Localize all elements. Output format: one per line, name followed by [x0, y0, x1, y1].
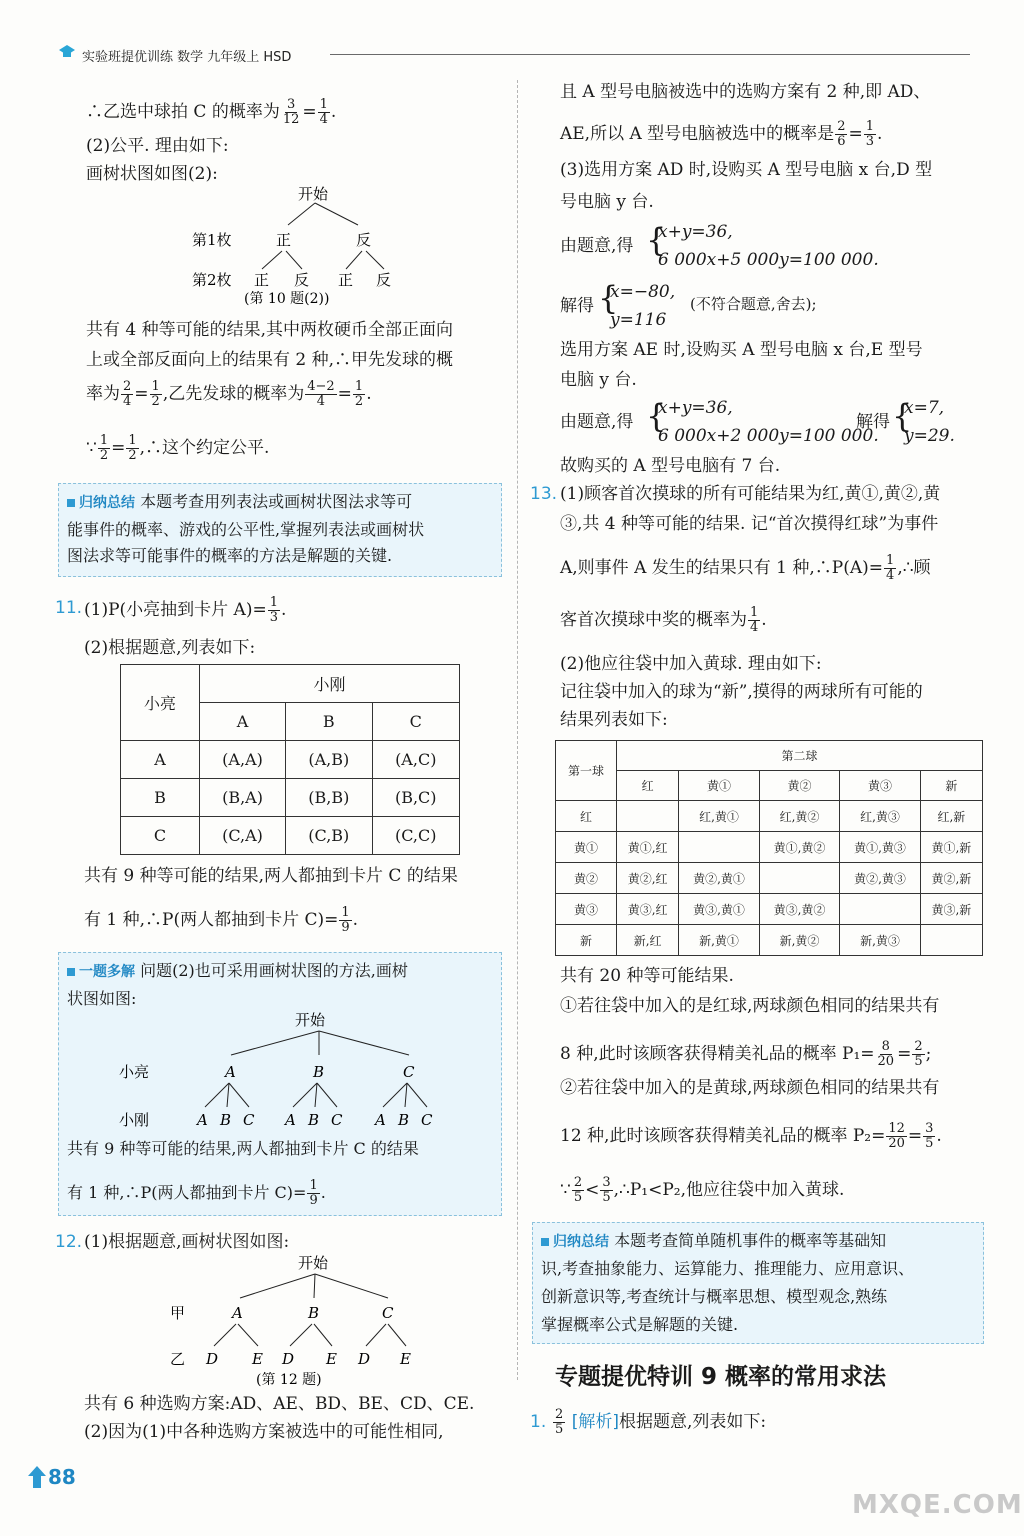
row-header: 新	[556, 925, 617, 956]
cell: 黄②,黄①	[679, 863, 760, 894]
tag-square-icon	[541, 1238, 549, 1246]
q13-line-3	[560, 554, 931, 583]
row-header: A	[121, 741, 200, 779]
cell: 红,新	[920, 801, 982, 832]
cell: 黄②,红	[617, 863, 679, 894]
q13-line-7: 结果列表如下:	[560, 710, 668, 730]
question-number: 1.	[530, 1412, 547, 1432]
fraction: $\frac{1}{2}$	[99, 433, 109, 463]
cell: (B,A)	[200, 779, 286, 817]
solution-label: 解得	[560, 296, 594, 316]
cell: 黄②,新	[920, 863, 982, 894]
tree-node: B	[313, 1063, 325, 1081]
text: ,∴顾	[897, 558, 931, 578]
cell	[679, 832, 760, 863]
fraction: $\frac{1}{3}$	[269, 595, 278, 625]
text: ,∴这个约定公平.	[139, 438, 270, 458]
s1-line	[552, 1408, 766, 1437]
text: 根据题意,列表如下:	[618, 1412, 767, 1432]
r-line-4: 号电脑 y 台.	[560, 192, 654, 212]
text: ,乙先发球的概率为	[162, 384, 305, 404]
tree-level-1-label: 甲	[170, 1304, 186, 1322]
tree-level-2-label: 小刚	[119, 1111, 150, 1129]
text: 由题意,得	[560, 412, 634, 432]
row-header: 黄②	[556, 863, 617, 894]
table-col-header: A	[200, 703, 286, 741]
tree-leaf: E	[252, 1350, 263, 1368]
fraction: $\frac{1}{3}$	[865, 119, 874, 149]
tree-leaf: 正	[254, 271, 270, 289]
cell: 红,黄②	[759, 801, 840, 832]
para-p4: ∵ $\frac{1}{2}$ = $\frac{1}{2}$ ,∴这个约定公平.	[86, 433, 270, 463]
tree-leaf: A	[197, 1111, 208, 1129]
equation-line: 6 000x+5 000y=100 000.	[658, 250, 879, 270]
r-line-8: 电脑 y 台.	[560, 370, 637, 390]
r-line-2: AE,所以 A 型号电脑被选中的概率是 $\frac{2}{6}$ = $\frac{1}{3}$ .	[560, 119, 883, 149]
cell: 黄③,黄①	[679, 894, 760, 925]
box-line: 能事件的概率、游戏的公平性,掌握列表法或画树状	[67, 520, 425, 539]
para-p3: 率为 $\frac{2}{4}$ = $\frac{1}{2}$ ,乙先发球的概率为 $\frac{4-2}{4}$ = $\frac{1}{2}$ .	[86, 379, 372, 409]
cell: 黄①,红	[617, 832, 679, 863]
box-tag: 一题多解	[79, 964, 135, 980]
text: 本题考查用列表法或画树状图法求等可	[140, 492, 413, 511]
equation-line: x+y=36,	[658, 222, 733, 242]
tree-node: C	[403, 1063, 415, 1081]
table-col-header: 黄②	[759, 771, 840, 801]
cell	[840, 894, 921, 925]
row-header: B	[121, 779, 200, 817]
fraction: $\frac{1}{4}$	[750, 605, 759, 635]
q13-line-9: ①若往袋中加入的是红球,两球颜色相同的结果共有	[560, 996, 940, 1016]
fraction: $\frac{2}{5}$	[914, 1039, 923, 1069]
cell: (C,C)	[372, 817, 459, 855]
q13-line-6: 记往袋中加入的球为“新”,摸得的两球所有可能的	[560, 682, 923, 702]
box-tag: 归纳总结	[553, 1234, 609, 1250]
tree-root: 开始	[295, 1011, 326, 1029]
tree-leaf: A	[375, 1111, 386, 1129]
text: 有 1 种,∴P(两人都抽到卡片 C)=	[84, 910, 339, 930]
r-line-7: 选用方案 AE 时,设购买 A 型号电脑 x 台,E 型号	[560, 340, 923, 360]
text: 12 种,此时该顾客获得精美礼品的概率 P₂=	[560, 1126, 886, 1146]
box-tag: 归纳总结	[79, 495, 135, 511]
tree-leaf: D	[358, 1350, 371, 1368]
q11-line-1: (1)P(小亮抽到卡片 A)= $\frac{1}{3}$ .	[84, 595, 287, 625]
tree-level-2-label: 第2枚	[192, 271, 232, 289]
cell: 新,黄③	[840, 925, 921, 956]
text: 问题(2)也可采用画树状图的方法,画树	[140, 961, 408, 980]
table-col-header: C	[372, 703, 459, 741]
table-col-header: 红	[617, 771, 679, 801]
q11-line-4: 有 1 种,∴P(两人都抽到卡片 C)= $\frac{1}{9}$ .	[84, 905, 359, 935]
box-line	[67, 492, 412, 513]
table-13	[555, 740, 983, 956]
fraction: $\frac{1}{2}$	[354, 379, 364, 409]
cell: 红,黄③	[840, 801, 921, 832]
row-header: C	[121, 817, 200, 855]
para-p1: 共有 4 种等可能的结果,其中两枚硬币全部正面向	[86, 320, 454, 340]
line-l3: 画树状图如图(2):	[86, 164, 218, 184]
fraction: $\frac{1}{9}$	[341, 905, 350, 935]
page-number: 88	[48, 1465, 76, 1489]
table-row	[556, 863, 983, 894]
cell: (B,B)	[286, 779, 372, 817]
text: A,则事件 A 发生的结果只有 1 种,∴P(A)=	[560, 558, 884, 578]
box-line: 图法求等可能事件的概率的方法是解题的关键.	[67, 546, 393, 565]
tree-leaf: B	[398, 1111, 410, 1129]
fraction: $\frac{2}{5}$	[555, 1407, 564, 1437]
r-line-10: 故购买的 A 型号电脑有 7 台.	[560, 456, 781, 476]
equation-line: x=−80,	[610, 282, 676, 302]
fraction: $\frac{2}{6}$	[837, 119, 846, 149]
table-col-header: 黄③	[840, 771, 921, 801]
text: ∴乙选中球拍 C 的概率为	[86, 102, 280, 122]
fraction: $\frac{1}{4}$	[886, 553, 895, 583]
r-line-3: (3)选用方案 AD 时,设购买 A 型号电脑 x 台,D 型	[560, 160, 933, 180]
fraction: $\frac{3}{5}$	[925, 1121, 934, 1151]
cell: (C,B)	[286, 817, 372, 855]
tree-caption: (第 12 题)	[256, 1372, 322, 1388]
brace: {	[892, 397, 913, 435]
fraction: $\frac{3}{12}$	[282, 97, 300, 127]
fraction: $\frac{1}{9}$	[309, 1178, 318, 1208]
cell: 新,黄②	[759, 925, 840, 956]
question-number: 12.	[55, 1232, 83, 1252]
equation-line: 6 000x+2 000y=100 000.	[658, 426, 879, 446]
cell: 黄①,新	[920, 832, 982, 863]
fraction: $\frac{12}{20}$	[888, 1121, 905, 1151]
equation-system-3	[560, 412, 633, 432]
tree-level-1-label: 小亮	[119, 1063, 150, 1081]
q13-line-12: 12 种,此时该顾客获得精美礼品的概率 P₂= $\frac{12}{20}$ = $\frac{3}{5}$ .	[560, 1121, 942, 1151]
cell: 黄①,黄③	[840, 832, 921, 863]
tree-root: 开始	[298, 185, 329, 203]
table-col-header: B	[286, 703, 372, 741]
text: (1)P(小亮抽到卡片 A)=	[84, 600, 267, 620]
watermark: MXQE.COM	[852, 1490, 1023, 1520]
tree-node: B	[308, 1304, 320, 1322]
row-header: 红	[556, 801, 617, 832]
text: 客首次摸球中奖的概率为	[560, 610, 747, 630]
tag-square-icon	[67, 499, 75, 507]
tree-leaf: 正	[338, 271, 354, 289]
text: 由题意,得	[560, 236, 634, 256]
header-rule	[330, 54, 970, 55]
section-title: 专题提优特训 9 概率的常用求法	[555, 1364, 887, 1390]
table-col-header: 新	[920, 771, 982, 801]
cell	[920, 925, 982, 956]
summary-box-1	[58, 483, 502, 577]
cell	[759, 863, 840, 894]
tree-node: 正	[276, 231, 292, 249]
text: ∴P₁<P₂,他应往袋中加入黄球.	[619, 1180, 845, 1200]
tree-node: 反	[356, 231, 372, 249]
r-line-1: 且 A 型号电脑被选中的选购方案有 2 种,即 AD、	[560, 82, 931, 102]
box-line: 状图如图:	[67, 989, 137, 1008]
equation-system-1	[560, 236, 633, 256]
tree-leaf: 反	[376, 271, 392, 289]
fraction: $\frac{3}{5}$	[602, 1175, 611, 1205]
table-row	[556, 832, 983, 863]
solution-label: 解得	[856, 412, 890, 432]
tree-leaf: C	[421, 1111, 433, 1129]
tree-leaf: E	[400, 1350, 411, 1368]
note: (不符合题意,舍去);	[690, 295, 817, 313]
tag-square-icon	[67, 968, 75, 976]
cell: 黄③,新	[920, 894, 982, 925]
text: 本题考查简单随机事件的概率等基础知	[614, 1231, 887, 1250]
tree-leaf: C	[243, 1111, 255, 1129]
analysis-tag: [解析]	[571, 1412, 619, 1432]
tree-caption: (第 10 题(2))	[244, 291, 330, 307]
tree-diagram-12	[160, 1252, 440, 1390]
fraction: $\frac{2}{5}$	[573, 1175, 583, 1205]
fraction: $\frac{8}{20}$	[877, 1039, 895, 1069]
row-header: 黄③	[556, 894, 617, 925]
brace: {	[646, 397, 667, 435]
tree-leaf: E	[326, 1350, 337, 1368]
q12-line-3: (2)因为(1)中各种选购方案被选中的可能性相同,	[84, 1422, 444, 1442]
table-col-header: 黄①	[679, 771, 760, 801]
box-line	[541, 1231, 886, 1252]
cell: (A,B)	[286, 741, 372, 779]
q12-line-2: 共有 6 种选购方案:AD、AE、BD、BE、CD、CE.	[84, 1394, 475, 1414]
tree-node: A	[232, 1304, 243, 1322]
cell: 黄①,黄②	[759, 832, 840, 863]
alt-solution-box	[58, 952, 502, 1216]
q13-line-1: (1)顾客首次摸球的所有可能结果为红,黄①,黄②,黄	[560, 484, 941, 504]
tree-diagram-10	[190, 185, 420, 315]
tree-leaf: D	[206, 1350, 219, 1368]
table-corner: 第一球	[556, 741, 617, 801]
equation-line: x=7,	[904, 398, 945, 418]
question-number: 11.	[55, 598, 83, 618]
q13-line-5: (2)他应往袋中加入黄球. 理由如下:	[560, 654, 822, 674]
para-p2: 上或全部反面向上的结果有 2 种,∴甲先发球的概	[86, 350, 454, 370]
table-row	[121, 779, 460, 817]
table-row	[556, 801, 983, 832]
q13-line-10: 8 种,此时该顾客获得精美礼品的概率 P₁= $\frac{8}{20}$ = $\frac{2}{5}$ ;	[560, 1039, 932, 1069]
table-row	[121, 741, 460, 779]
cell: (C,A)	[200, 817, 286, 855]
box-line: 创新意识等,考查统计与概率思想、模型观念,熟练	[541, 1287, 888, 1306]
cell: (A,C)	[372, 741, 459, 779]
box-line: 掌握概率公式是解题的关键.	[541, 1315, 739, 1334]
q13-line-11: ②若往袋中加入的是黄球,两球颜色相同的结果共有	[560, 1078, 940, 1098]
fraction: $\frac{1}{2}$	[128, 433, 137, 463]
tree-root: 开始	[298, 1254, 329, 1272]
text: 率为	[86, 384, 120, 404]
tree-node: C	[382, 1304, 394, 1322]
tree-diagram-11	[59, 1007, 499, 1135]
header-title: 实验班提优训练 数学 九年级上 HSD	[82, 50, 292, 65]
cell: 黄③,红	[617, 894, 679, 925]
table-row	[121, 817, 460, 855]
tree-leaf: C	[331, 1111, 343, 1129]
cell: 黄②,黄③	[840, 863, 921, 894]
tree-leaf: A	[285, 1111, 296, 1129]
equation-line: y=116	[610, 310, 667, 330]
cell: 黄③,黄②	[759, 894, 840, 925]
table-row	[556, 894, 983, 925]
text: 8 种,此时该顾客获得精美礼品的概率 P₁=	[560, 1044, 875, 1064]
table-top-header: 小刚	[200, 665, 460, 703]
summary-box-2	[532, 1222, 984, 1344]
table-11	[120, 664, 460, 855]
tree-leaf: B	[308, 1111, 320, 1129]
q13-line-4: 客首次摸球中奖的概率为 $\frac{1}{4}$ .	[560, 605, 767, 635]
table-corner: 小亮	[121, 665, 200, 741]
cell	[617, 801, 679, 832]
row-header: 黄①	[556, 832, 617, 863]
box-line	[67, 961, 408, 982]
fraction: $\frac{1}{4}$	[319, 97, 328, 127]
fraction: $\frac{4-2}{4}$	[307, 379, 335, 409]
box-line: 有 1 种,∴P(两人都抽到卡片 C)= $\frac{1}{9}$ .	[67, 1178, 326, 1208]
fraction: $\frac{2}{4}$	[123, 379, 132, 409]
line-l2: (2)公平. 理由如下:	[86, 136, 229, 156]
tree-leaf: D	[282, 1350, 295, 1368]
cell: (A,A)	[200, 741, 286, 779]
brace: {	[598, 279, 619, 317]
line-l1: ∴乙选中球拍 C 的概率为 $\frac{3}{12}$ = $\frac{1}{4}$ .	[86, 97, 337, 127]
table-top-header: 第二球	[617, 741, 983, 771]
q13-line-2: ③,共 4 种等可能的结果. 记“首次摸得红球”为事件	[560, 514, 939, 534]
column-divider	[517, 80, 518, 1380]
tree-node: A	[225, 1063, 236, 1081]
table-row	[556, 925, 983, 956]
box-line: 识,考查抽象能力、运算能力、推理能力、应用意识、	[541, 1259, 915, 1278]
fraction: $\frac{1}{2}$	[151, 379, 160, 409]
equation-line: x+y=36,	[658, 398, 733, 418]
equation-line: y=29.	[904, 426, 955, 446]
cell: 新,黄①	[679, 925, 760, 956]
cell: (B,C)	[372, 779, 459, 817]
text: AE,所以 A 型号电脑被选中的概率是	[560, 124, 835, 144]
cell: 红,黄①	[679, 801, 760, 832]
cell: 新,红	[617, 925, 679, 956]
q11-line-2: (2)根据题意,列表如下:	[84, 638, 256, 658]
q11-line-3: 共有 9 种等可能的结果,两人都抽到卡片 C 的结果	[84, 866, 458, 886]
brace: {	[646, 221, 667, 259]
q12-line-1: (1)根据题意,画树状图如图:	[84, 1232, 290, 1252]
header-logo-icon	[58, 44, 76, 60]
q13-line-13: ∵ $\frac{2}{5}$ < $\frac{3}{5}$ ,∴P₁<P₂,他应往袋中加入黄球.	[560, 1175, 845, 1205]
tree-level-1-label: 第1枚	[192, 231, 232, 249]
tree-leaf: 反	[294, 271, 310, 289]
tree-leaf: B	[220, 1111, 232, 1129]
question-number: 13.	[530, 484, 558, 504]
box-line: 共有 9 种等可能的结果,两人都抽到卡片 C 的结果	[67, 1139, 419, 1158]
text: 有 1 种,∴P(两人都抽到卡片 C)=	[67, 1183, 307, 1202]
tree-level-2-label: 乙	[170, 1350, 186, 1368]
page-number-arrow-icon	[28, 1466, 46, 1488]
q13-line-8: 共有 20 种等可能结果.	[560, 966, 734, 986]
